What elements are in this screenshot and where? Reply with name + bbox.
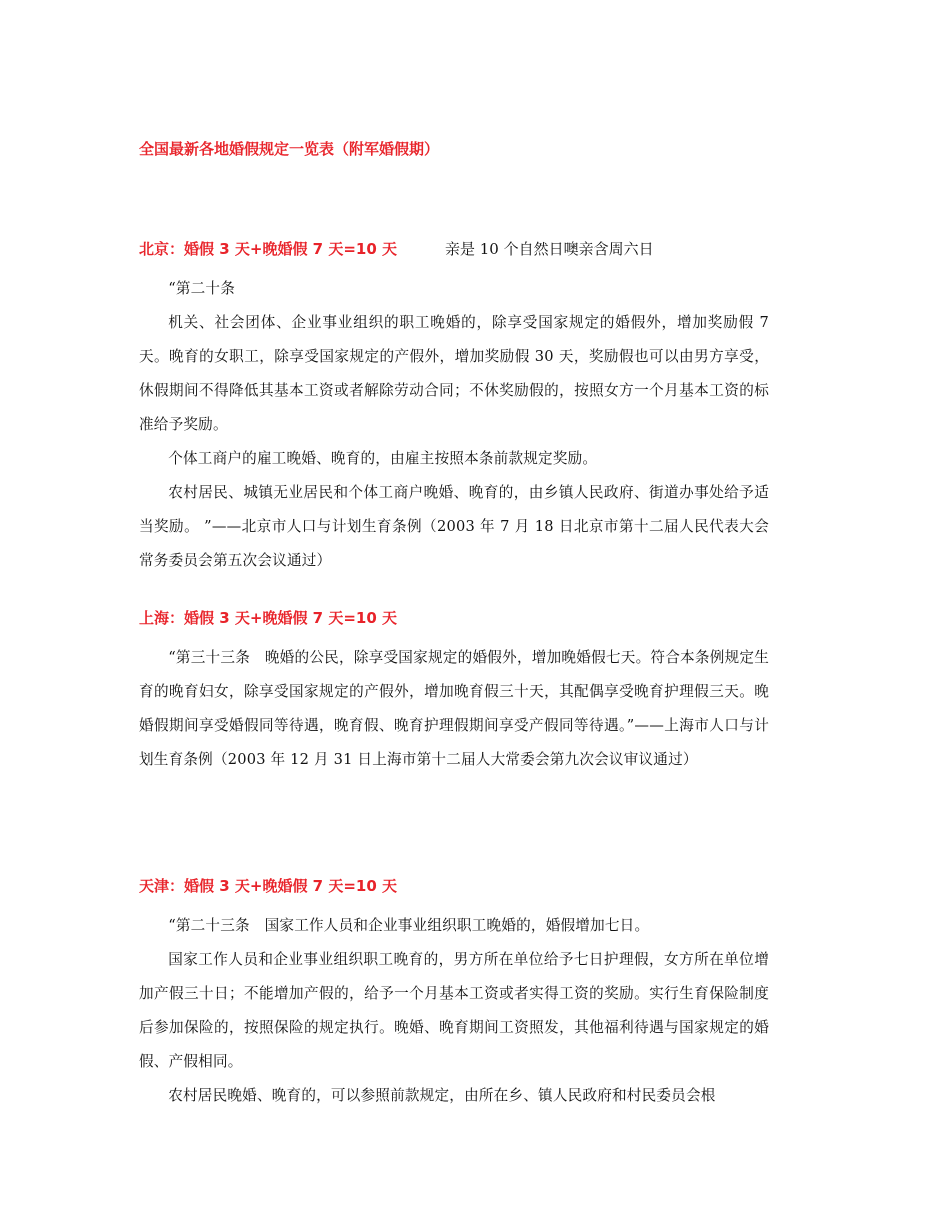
section-beijing — [139, 238, 769, 578]
section-heading-shanghai: 上海：婚假 3 天+晚婚假 7 天=10 天 — [139, 609, 397, 627]
section-note-beijing: 亲是 10 个自然日噢亲含周六日 — [445, 240, 654, 258]
paragraph: 机关、社会团体、企业事业组织的职工晚婚的，除享受国家规定的婚假外，增加奖励假 7 天。晚育的女职工，除享受国家规定的产假外，增加奖励假 30 天，奖励假也可以由男方享受，休假期间不得降低其基本工资或者解除劳动合同；不休奖励假的，按照女方一个月基本工资的标准给予奖励。 — [139, 314, 769, 433]
section-shanghai — [139, 607, 769, 777]
section-heading-row — [139, 875, 769, 897]
paragraph: 农村居民、城镇无业居民和个体工商户晚婚、晚育的，由乡镇人民政府、街道办事处给予适当奖励。 ”——北京市人口与计划生育条例（2003 年 7 月 18 日北京市第十二届人民代表大会常务委员会第五次会议通过） — [139, 484, 769, 569]
paragraph: “第三十三条 晚婚的公民，除享受国家规定的婚假外，增加晚婚假七天。符合本条例规定生育的晚育妇女，除享受国家规定的产假外，增加晚育假三十天，其配偶享受晚育护理假三天。晚婚假期间享受婚假同等待遇，晚育假、晚育护理假期间享受产假同等待遇。”——上海市人口与计划生育条例（2003 年 12 月 31 日上海市第十二届人大常委会第九次会议审议通过） — [139, 649, 769, 768]
paragraph: 国家工作人员和企业事业组织职工晚育的，男方所在单位给予七日护理假，女方所在单位增加产假三十日；不能增加产假的，给予一个月基本工资或者实得工资的奖励。实行生育保险制度后参加保险的，按照保险的规定执行。晚婚、晚育期间工资照发，其他福利待遇与国家规定的婚假、产假相同。 — [139, 951, 769, 1070]
paragraph: 农村居民晚婚、晚育的，可以参照前款规定，由所在乡、镇人民政府和村民委员会根 — [168, 1087, 716, 1104]
paragraph: “第二十条 — [168, 280, 236, 297]
document-title: 全国最新各地婚假规定一览表（附军婚假期） — [139, 140, 440, 158]
section-heading-row — [139, 607, 769, 629]
section-tianjin — [139, 875, 769, 1113]
section-heading-row — [139, 238, 769, 260]
paragraph: “第二十三条 国家工作人员和企业事业组织职工晚婚的，婚假增加七日。 — [168, 917, 650, 934]
paragraph: 个体工商户的雇工晚婚、晚育的，由雇主按照本条前款规定奖励。 — [168, 450, 598, 467]
section-heading-beijing: 北京：婚假 3 天+晚婚假 7 天=10 天 — [139, 240, 397, 258]
section-heading-tianjin: 天津：婚假 3 天+晚婚假 7 天=10 天 — [139, 877, 397, 895]
